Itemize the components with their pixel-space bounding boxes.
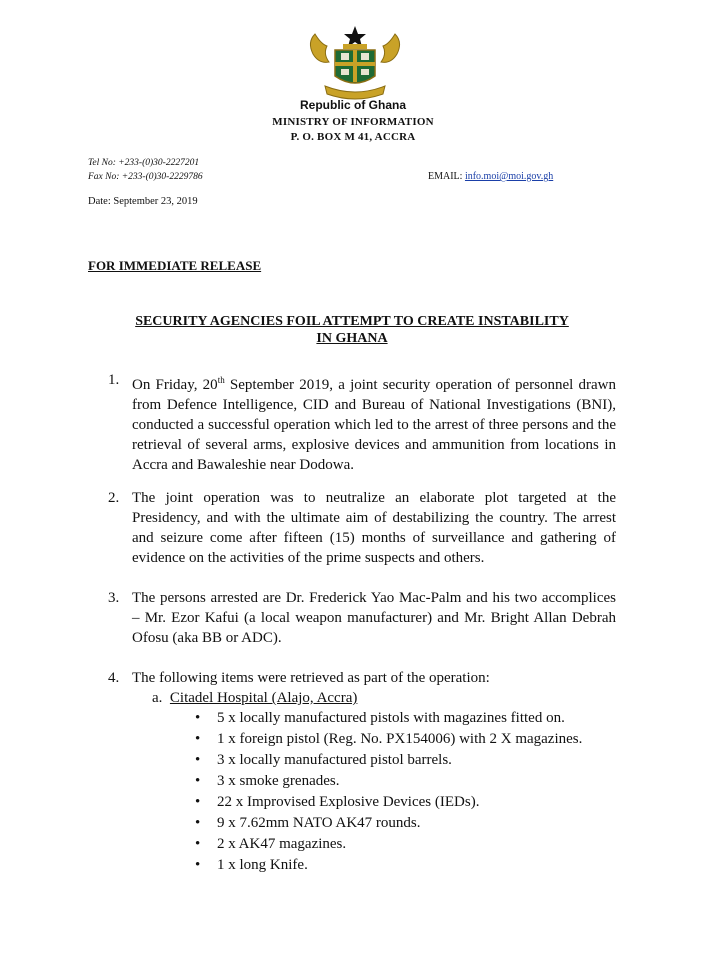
list-item: • 9 x 7.62mm NATO AK47 rounds. — [195, 813, 655, 834]
sub-item-location: Citadel Hospital (Alajo, Accra) — [169, 690, 358, 706]
list-item: • 1 x long Knife. — [195, 855, 655, 876]
paragraph-4 — [108, 668, 616, 688]
sub-item-label: a. — [152, 690, 163, 706]
coat-of-arms-logo — [305, 24, 405, 100]
email-link[interactable]: info.moi@moi.gov.gh — [464, 171, 554, 182]
fax-number: Fax No: +233-(0)30-2229786 — [88, 172, 203, 182]
paragraph-3 — [108, 588, 616, 648]
tel-number: Tel No: +233-(0)30-2227201 — [88, 158, 200, 168]
paragraph-number: 1. — [108, 372, 120, 388]
republic-heading: Republic of Ghana — [299, 98, 406, 112]
paragraph-text: The persons arrested are Dr. Frederick Yao Mac-Palm and his two accomplices – Mr. Ezor Kafui (a local weapon manufacturer) and Mr. Bright Allan Debrah Ofosu (aka BB or ADC). — [132, 590, 616, 646]
paragraph-number: 2. — [108, 490, 120, 506]
retrieved-items-list — [195, 708, 655, 876]
paragraph-2 — [108, 488, 616, 568]
email-label: EMAIL: — [428, 171, 463, 182]
press-release-title — [88, 313, 616, 347]
sub-item-a — [152, 688, 357, 708]
paragraph-1 — [108, 370, 616, 475]
ordinal-suffix: th — [217, 375, 225, 385]
paragraph-number: 4. — [108, 670, 120, 686]
list-item: • 5 x locally manufactured pistols with magazines fitted on. — [195, 708, 655, 729]
paragraph-text — [132, 370, 616, 475]
list-item: • 3 x locally manufactured pistol barrels. — [195, 750, 655, 771]
paragraph-number: 3. — [108, 590, 120, 606]
paragraph-text: The joint operation was to neutralize an elaborate plot targeted at the Presidency, and with the ultimate aim of destabilizing the country. The arrest and seizure come after fifteen (15) months of surveillance and gathering of evidence on the activities of the prime suspects and others. — [132, 490, 616, 566]
list-item: • 1 x foreign pistol (Reg. No. PX154006) with 2 X magazines. — [195, 729, 655, 750]
list-item: • 3 x smoke grenades. — [195, 771, 655, 792]
title-line-2: IN GHANA — [316, 331, 388, 346]
release-date: Date: September 23, 2019 — [88, 196, 198, 207]
ministry-heading: MINISTRY OF INFORMATION — [272, 116, 434, 128]
email-line — [428, 171, 553, 182]
list-item: • 22 x Improvised Explosive Devices (IEDs). — [195, 792, 655, 813]
pobox-address: P. O. BOX M 41, ACCRA — [290, 131, 416, 143]
paragraph-text-rest: September 2019, a joint security operation of personnel drawn from Defence Intelligence, CID and Bureau of National Investigations (BNI), conducted a successful operation which led to the arrest of three persons and the retrieval of several arms, explosive devices and ammunition from locations in Accra and Bawaleshie near Dodowa. — [132, 377, 616, 473]
title-line-1: SECURITY AGENCIES FOIL ATTEMPT TO CREATE INSTABILITY — [135, 314, 569, 329]
list-item: • 2 x AK47 magazines. — [195, 834, 655, 855]
paragraph-text-start: On Friday, 20 — [132, 377, 218, 393]
release-label: FOR IMMEDIATE RELEASE — [88, 258, 262, 273]
paragraph-text: The following items were retrieved as part of the operation: — [132, 670, 490, 686]
